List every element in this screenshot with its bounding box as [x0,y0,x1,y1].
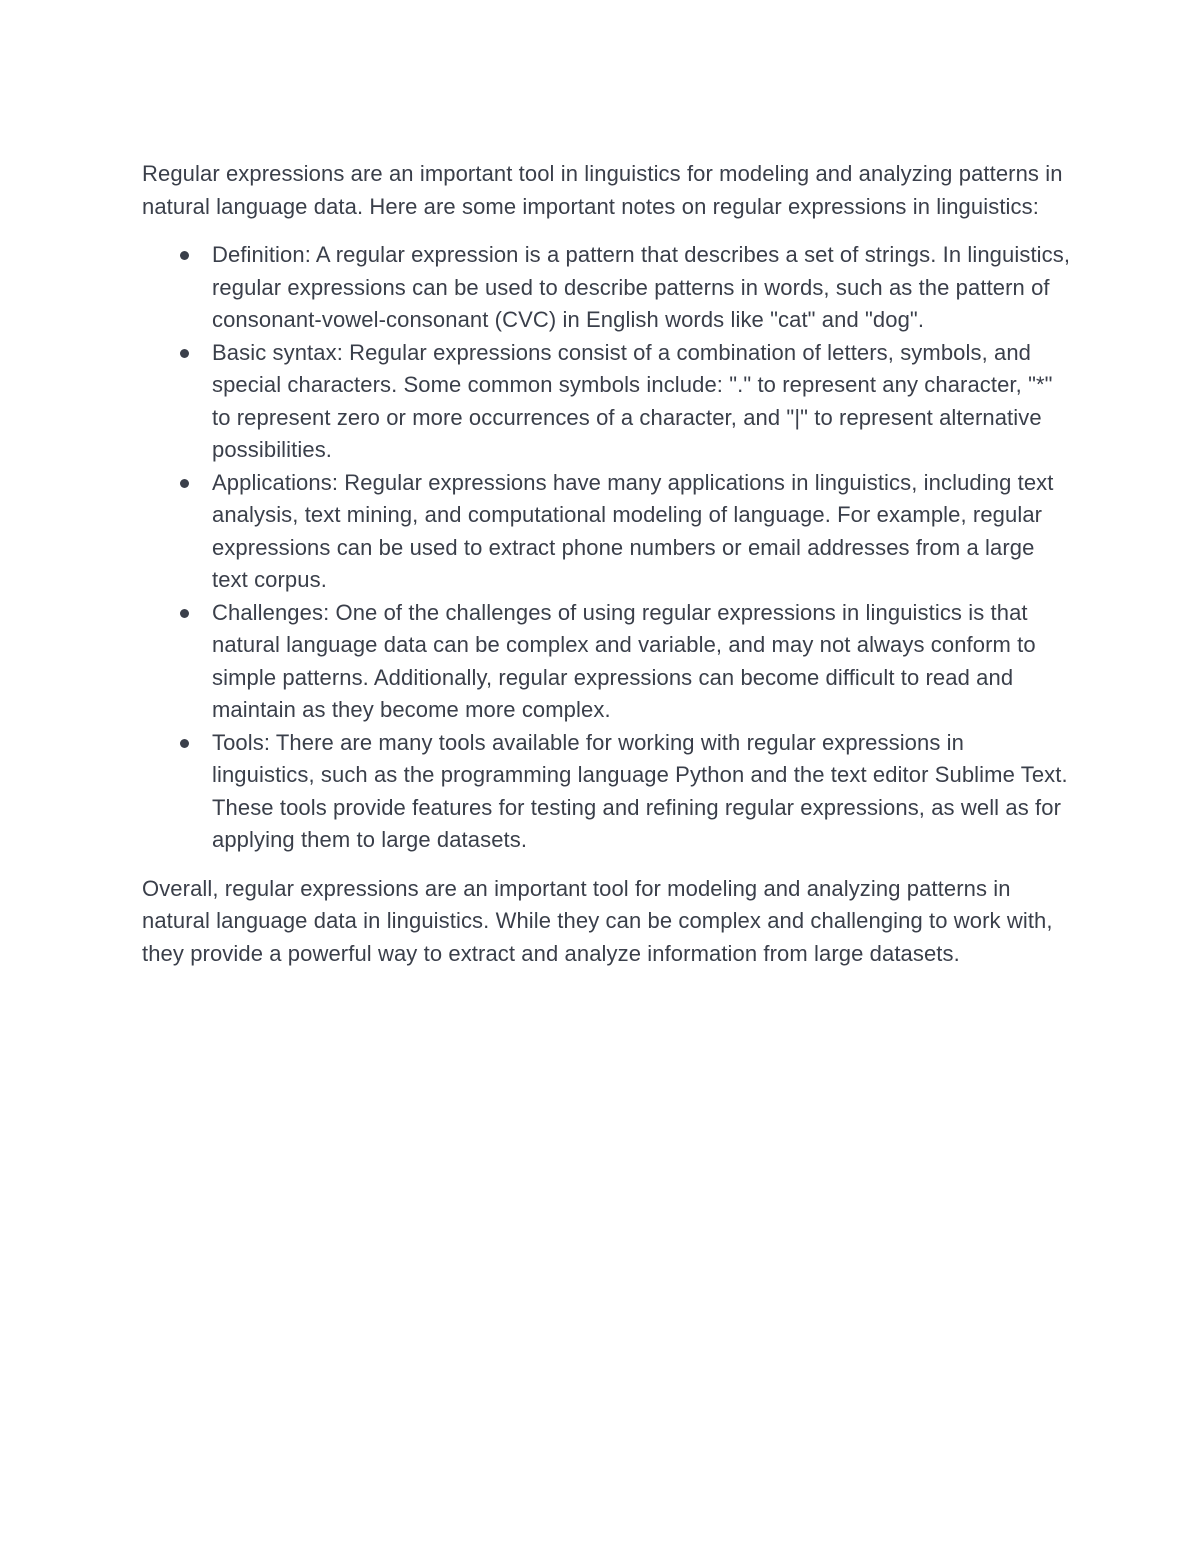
notes-list [142,239,1072,857]
list-item-text: Challenges: One of the challenges of using regular expressions in linguistics is that natural language data can be complex and variable, and may not always conform to simple patterns. Additionally, regular expressions can become difficult to read and maintain as they become more complex. [212,599,1036,722]
list-item [142,337,1072,467]
conclusion-paragraph: Overall, regular expressions are an important tool for modeling and analyzing patterns in natural language data in linguistics. While they can be complex and challenging to work with, they provide a powerful way to extract and analyze information from large datasets. [142,875,1053,966]
bullet-icon [180,739,189,748]
bullet-icon [180,251,189,260]
document-page [142,158,1072,970]
intro-paragraph: Regular expressions are an important tool in linguistics for modeling and analyzing patterns in natural language data. Here are some important notes on regular expressions in linguistics: [142,161,1063,219]
list-item [142,239,1072,337]
list-item-text: Tools: There are many tools available for working with regular expressions in linguistics, such as the programming language Python and the text editor Sublime Text. These tools provide features for testing and refining regular expressions, as well as for applying them to large datasets. [212,729,1068,852]
bullet-icon [180,479,189,488]
list-item [142,597,1072,727]
list-item-text: Definition: A regular expression is a pattern that describes a set of strings. In linguistics, regular expressions can be used to describe patterns in words, such as the pattern of consonant-vowel-consonant (CVC) in English words like "cat" and "dog". [212,242,1071,332]
list-item [142,727,1072,857]
list-item-text: Basic syntax: Regular expressions consist of a combination of letters, symbols, and special characters. Some common symbols include: "." to represent any character, "*" to represent zero or more occurrences of a character, and "|" to represent alternative possibilities. [212,339,1053,462]
bullet-icon [180,609,189,618]
list-item-text: Applications: Regular expressions have many applications in linguistics, including text analysis, text mining, and computational modeling of language. For example, regular expressions can be used to extract phone numbers or email addresses from a large text corpus. [212,469,1054,592]
bullet-icon [180,349,189,358]
list-item [142,467,1072,597]
